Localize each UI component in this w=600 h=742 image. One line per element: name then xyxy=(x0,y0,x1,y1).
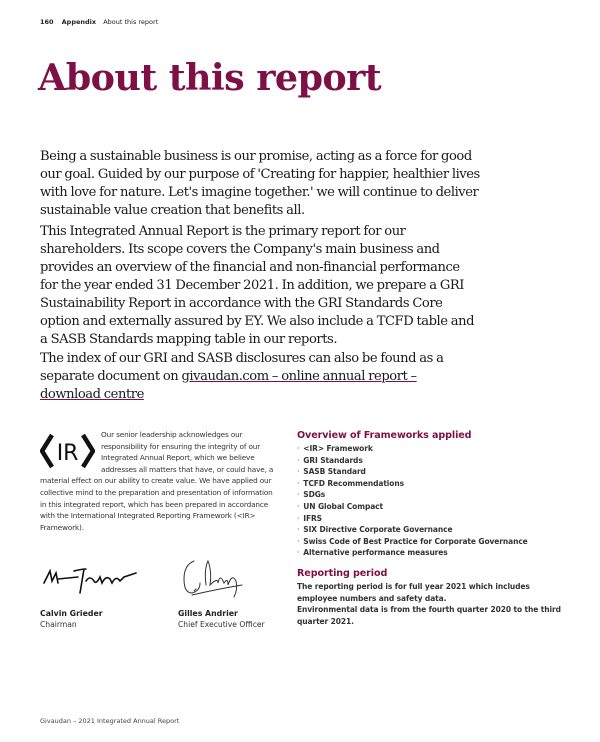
signatory-name: Gilles Andrier xyxy=(178,609,238,618)
framework-item: · Swiss Code of Best Practice for Corporate Governance xyxy=(297,536,528,546)
frameworks-panel xyxy=(297,430,597,627)
page-footer: Givaudan – 2021 Integrated Annual Report xyxy=(40,717,180,725)
bullet-icon: · xyxy=(297,478,300,488)
index-paragraph-text: The index of our GRI and SASB disclosures can also be found as a separate document on xyxy=(40,351,444,384)
framework-item: · TCFD Recommendations xyxy=(297,478,404,488)
svg-text:IR: IR xyxy=(56,441,79,466)
framework-item: · GRI Standards xyxy=(297,455,363,465)
ir-framework-logo-icon xyxy=(40,431,95,471)
ir-statement-text: Our senior leadership acknowledges our responsibility for ensuring the integrity of our Integrated Annual Report, which we believe addresses all matters that have, or could have, a material effect on our ability to create value. We have applied our collective mind to the preparation and presentation of information in this integrated report, which has been prepared in accordance with the International Integrated Reporting Framework (<IR> Framework). xyxy=(40,430,274,532)
framework-item: · SASB Standard xyxy=(297,467,366,477)
page-number: 160 xyxy=(40,18,54,26)
bullet-icon: · xyxy=(297,536,300,546)
signatory-chairman xyxy=(40,555,140,629)
signature-calvin-grieder-icon xyxy=(40,555,140,603)
scope-paragraph: This Integrated Annual Report is the primary report for our shareholders. Its scope covers the Company's main business and provides an overview of the financial and non-financial performance for the year ended 31 December 2021. In addition, we prepare a GRI Sustainability Report in accordance with the GRI Standards Core option and externally assured by EY. We also include a TCFD table and a SASB Standards mapping table in our reports. xyxy=(40,224,475,347)
signatory-role: Chairman xyxy=(40,620,77,629)
reporting-period-text: The reporting period is for full year 2021 which includes employee numbers and safety data. xyxy=(297,581,530,603)
bullet-icon: · xyxy=(297,490,300,500)
framework-item: · UN Global Compact xyxy=(297,501,383,511)
framework-item: · Alternative performance measures xyxy=(297,548,448,558)
page-header xyxy=(40,18,158,26)
bullet-icon: · xyxy=(297,513,300,523)
bullet-icon: · xyxy=(297,467,300,477)
section-label: Appendix xyxy=(61,18,97,26)
ir-statement xyxy=(40,429,278,533)
framework-item: · <IR> Framework xyxy=(297,444,373,453)
bullet-icon: · xyxy=(297,444,300,453)
framework-item: · IFRS xyxy=(297,513,322,523)
framework-item: · SDGs xyxy=(297,490,326,500)
signatory-role: Chief Executive Officer xyxy=(178,620,265,629)
download-centre-link[interactable]: givaudan.com – online annual report – download centre xyxy=(40,369,417,402)
bullet-icon: · xyxy=(297,525,300,535)
framework-item: · SIX Directive Corporate Governance xyxy=(297,525,453,535)
reporting-period-heading: Reporting period xyxy=(297,567,388,579)
signature-gilles-andrier-icon xyxy=(178,555,258,603)
bullet-icon: · xyxy=(297,548,300,558)
frameworks-heading: Overview of Frameworks applied xyxy=(297,430,472,441)
signatory-ceo xyxy=(178,555,265,629)
intro-paragraph: Being a sustainable business is our promise, acting as a force for good our goal. Guided by our purpose of 'Creating for happier, healthier lives with love for nature. Let's imagine together.' we will continue to deliver sustainable value creation that benefits all. xyxy=(40,149,480,218)
signatory-name: Calvin Grieder xyxy=(40,609,103,618)
subsection-label: About this report xyxy=(103,18,159,26)
environmental-period-text: Environmental data is from the fourth quarter 2020 to the third quarter 2021. xyxy=(297,605,561,626)
page-title: About this report xyxy=(38,56,382,99)
bullet-icon: · xyxy=(297,455,300,465)
index-paragraph xyxy=(40,350,480,404)
frameworks-list xyxy=(297,443,597,559)
bullet-icon: · xyxy=(297,501,300,511)
